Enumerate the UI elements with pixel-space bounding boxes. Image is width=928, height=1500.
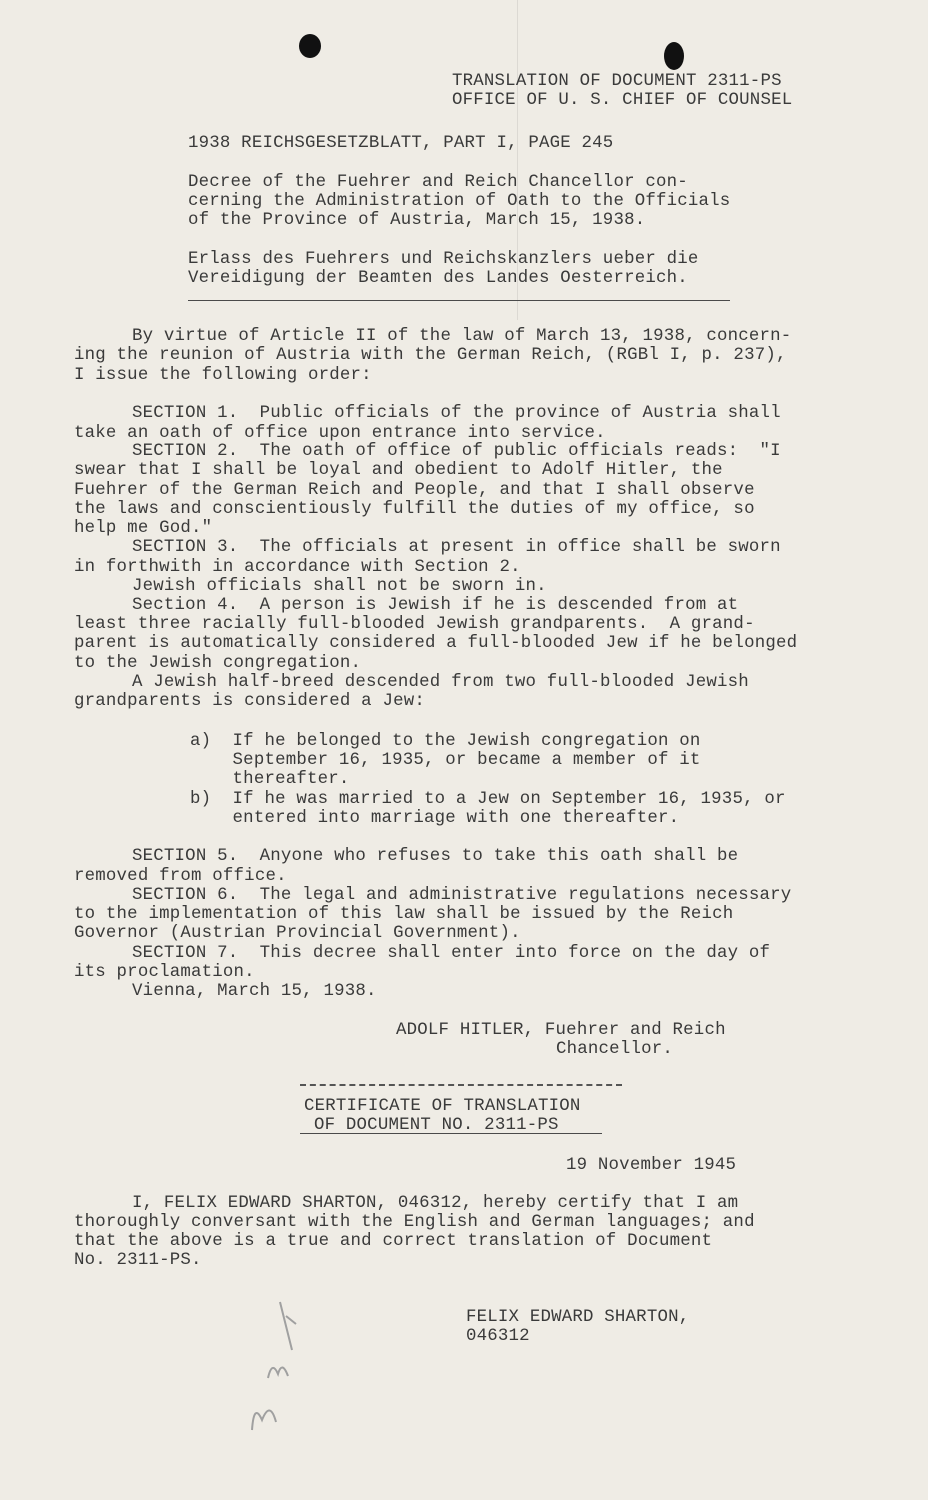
body2-line: removed from office. [74, 867, 287, 886]
list-item-line: a) If he belonged to the Jewish congregation on [190, 732, 701, 751]
title-divider [188, 300, 730, 301]
body2-line: SECTION 7. This decree shall enter into force on the day of [132, 944, 771, 963]
preamble-line: By virtue of Article II of the law of March 13, 1938, concern- [132, 327, 792, 346]
body-line: to the Jewish congregation. [74, 654, 362, 673]
body-line: parent is automatically considered a full-blooded Jew if he belonged [74, 634, 798, 653]
body-line: A Jewish half-breed descended from two full-blooded Jewish [132, 673, 749, 692]
punch-hole-right [664, 42, 684, 70]
body2-line: Vienna, March 15, 1938. [132, 982, 377, 1001]
body2-line: SECTION 5. Anyone who refuses to take this oath shall be [132, 847, 739, 866]
certificate-underline [300, 1133, 602, 1134]
certificate-date: 19 November 1945 [566, 1156, 737, 1175]
body-line: swear that I shall be loyal and obedient to Adolf Hitler, the [74, 461, 723, 480]
body-line: SECTION 2. The oath of office of public officials reads: "I [132, 442, 781, 461]
body-line: the laws and conscientiously fulfill the duties of my office, so [74, 500, 755, 519]
signature-line: Chancellor. [556, 1040, 673, 1059]
body-line: least three racially full-blooded Jewish grandparents. A grand- [74, 615, 755, 634]
body2-line: SECTION 6. The legal and administrative regulations necessary [132, 886, 792, 905]
punch-hole-left [299, 34, 321, 58]
list-item-line: b) If he was married to a Jew on September 16, 1935, or [190, 790, 786, 809]
signature-line: ADOLF HITLER, Fuehrer and Reich [396, 1021, 726, 1040]
preamble-line: ing the reunion of Austria with the German Reich, (RGBl I, p. 237), [74, 346, 787, 365]
body-line: Section 4. A person is Jewish if he is descended from at [132, 596, 739, 615]
header-line-2: OFFICE OF U. S. CHIEF OF COUNSEL [452, 91, 793, 110]
body2-line: its proclamation. [74, 963, 255, 982]
certificate-text-line: thoroughly conversant with the English and German languages; and [74, 1213, 755, 1232]
body2-line: to the implementation of this law shall be issued by the Reich [74, 905, 734, 924]
body-line: in forthwith in accordance with Section 2. [74, 558, 521, 577]
certificate-signer-number: 046312 [466, 1327, 530, 1346]
body-line: Fuehrer of the German Reich and People, and that I shall observe [74, 481, 755, 500]
list-item-line: entered into marriage with one thereafter. [190, 809, 680, 828]
title-en-line: cerning the Administration of Oath to the Officials [188, 192, 731, 211]
body2-line: Governor (Austrian Provincial Government). [74, 924, 521, 943]
title-de-line: Erlass des Fuehrers und Reichskanzlers ueber die [188, 250, 699, 269]
body-line: SECTION 1. Public officials of the province of Austria shall [132, 404, 781, 423]
list-item-line: September 16, 1935, or became a member of it [190, 751, 701, 770]
certificate-dash-divider [300, 1084, 622, 1086]
certificate-text-line: I, FELIX EDWARD SHARTON, 046312, hereby certify that I am [132, 1194, 739, 1213]
certificate-signer-name: FELIX EDWARD SHARTON, [466, 1308, 690, 1327]
certificate-text-line: that the above is a true and correct translation of Document [74, 1232, 713, 1251]
body-line: grandparents is considered a Jew: [74, 692, 425, 711]
certificate-text-line: No. 2311-PS. [74, 1251, 202, 1270]
preamble-line: I issue the following order: [74, 366, 372, 385]
header-line-1: TRANSLATION OF DOCUMENT 2311-PS [452, 72, 782, 91]
body-line: Jewish officials shall not be sworn in. [132, 577, 547, 596]
handwritten-marks-graphic [240, 1290, 320, 1450]
body-line: help me God." [74, 519, 213, 538]
title-en-line: Decree of the Fuehrer and Reich Chancellor con- [188, 173, 688, 192]
body-line: SECTION 3. The officials at present in office shall be sworn [132, 538, 781, 557]
list-item-line: thereafter. [190, 770, 350, 789]
source-citation: 1938 REICHSGESETZBLATT, PART I, PAGE 245 [188, 134, 614, 153]
title-de-line: Vereidigung der Beamten des Landes Oesterreich. [188, 269, 688, 288]
certificate-subtitle: OF DOCUMENT NO. 2311-PS [314, 1116, 559, 1135]
certificate-title: CERTIFICATE OF TRANSLATION [304, 1097, 581, 1116]
title-en-line: of the Province of Austria, March 15, 1938. [188, 211, 646, 230]
body-line: take an oath of office upon entrance into service. [74, 424, 606, 443]
